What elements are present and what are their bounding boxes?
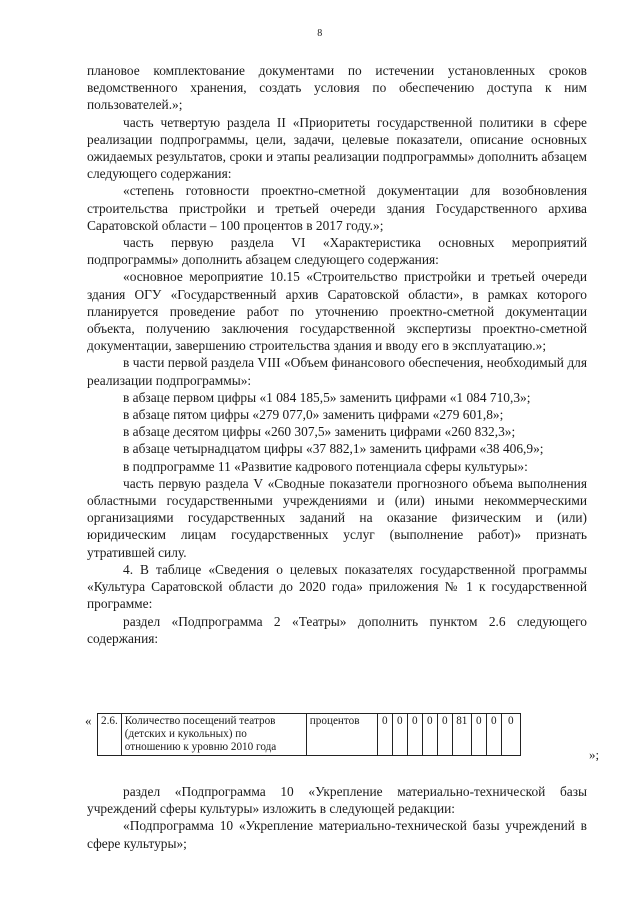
paragraph: часть четвертую раздела II «Приоритеты государственной политики в сфере реализации подпрограммы, цели, задачи, целевые показатели, описание основных ожидаемых результатов, сроки и этапы реализации подпрограммы» дополнить абзацем следующего содержания: <box>87 114 587 182</box>
row-value: 0 <box>437 714 452 756</box>
paragraph: в подпрограмме 11 «Развитие кадрового потенциала сферы культуры»: <box>123 458 528 474</box>
paragraph: часть первую раздела V «Сводные показатели прогнозного объема выполнения областными государственными учреждениями и (или) иными некоммерческими организациями государственных заданий на оказание физическим и (или) юридическим лицам государственных услуг (выполнение работ)» признать утратившей силу. <box>87 475 587 560</box>
row-value: 0 <box>422 714 437 756</box>
row-value: 0 <box>471 714 486 756</box>
row-indicator-name: Количество посещений театров (детских и кукольных) по отношению к уровню 2010 года <box>121 714 306 756</box>
row-value: 0 <box>392 714 407 756</box>
paragraph: в части первой раздела VIII «Объем финансового обеспечения, необходимый для реализации подпрограммы»: <box>87 355 587 388</box>
page-number: 8 <box>317 28 323 39</box>
paragraph: в абзаце первом цифры «1 084 185,5» заменить цифрами «1 084 710,3»; <box>123 389 531 405</box>
paragraph: в абзаце четырнадцатом цифры «37 882,1» заменить цифрами «38 406,9»; <box>123 441 544 457</box>
document-body <box>87 62 587 647</box>
paragraph: раздел «Подпрограмма 10 «Укрепление материально-технической базы учреждений сферы культуры» изложить в следующей редакции: <box>87 784 587 817</box>
paragraph: в абзаце пятом цифры «279 077,0» заменить цифрами «279 601,8»; <box>123 407 504 423</box>
paragraph: «степень готовности проектно-сметной документации для возобновления строительства пристройки и третьей очереди здания Государственного архива Саратовской области – 100 процентов в 2017 году.»; <box>87 183 587 233</box>
paragraph: «основное мероприятие 10.15 «Строительство пристройки и третьей очереди здания ОГУ «Государственный архив Саратовской области», в рамках которого планируется проведение работ по уточнению проектно-сметной документации объекта, получению заключения государственной экспертизы проектно-сметной документации, завершению строительства здания и вводу его в эксплуатацию.»; <box>87 269 587 354</box>
document-body-continued <box>87 783 587 852</box>
paragraph: часть первую раздела VI «Характеристика основных мероприятий подпрограммы» дополнить абзацем следующего содержания: <box>87 235 587 268</box>
row-value: 0 <box>501 714 520 756</box>
row-number: 2.6. <box>98 714 122 756</box>
paragraph: в абзаце десятом цифры «260 307,5» заменить цифрами «260 832,3»; <box>123 424 516 440</box>
paragraph: 4. В таблице «Сведения о целевых показателях государственной программы «Культура Саратовской области до 2020 года» приложения № 1 к государственной программе: <box>87 561 587 612</box>
paragraph: плановое комплектование документами по истечении установленных сроков ведомственного хранения, создать условия по обеспечению доступа к ним пользователей.»; <box>87 63 587 113</box>
row-unit: процентов <box>306 714 377 756</box>
indicator-table-block <box>85 713 605 763</box>
table-row <box>98 714 521 756</box>
table-close-quote: »; <box>589 747 600 762</box>
indicator-table <box>97 713 521 756</box>
paragraph: «Подпрограмма 10 «Укрепление материально-технической базы учреждений в сфере культуры»; <box>87 818 587 851</box>
row-value: 81 <box>452 714 471 756</box>
paragraph: раздел «Подпрограмма 2 «Театры» дополнить пунктом 2.6 следующего содержания: <box>87 613 587 646</box>
row-value: 0 <box>407 714 422 756</box>
row-value: 0 <box>486 714 501 756</box>
table-open-quote: « <box>85 713 92 728</box>
row-value: 0 <box>377 714 392 756</box>
